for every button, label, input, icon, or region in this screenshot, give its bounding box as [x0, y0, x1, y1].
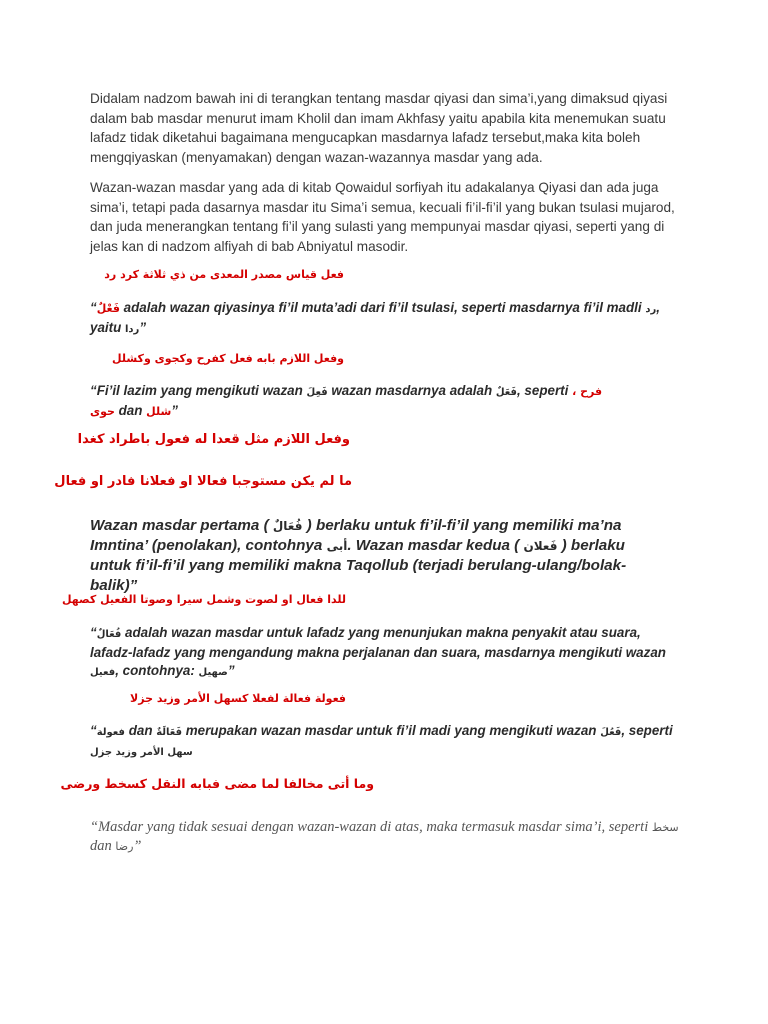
verse-2: وفعل اللازم بابه فعل كفرح وكجوى وكشلل	[112, 352, 344, 365]
verse-3: وفعل اللازم مثل قعدا له فعول باطراد كغدا	[77, 432, 350, 447]
verse-5: للدا فعال او لصوت وشمل سيرا وصوتا الفعيل كصهل	[61, 593, 346, 606]
verse-7: وما أتى مخالفا لما مضى فبابه النقل كسخط ورضى	[60, 776, 374, 791]
wazan-paragraph: Wazan-wazan masdar yang ada di kitab Qowaidul sorfiyah itu adakalanya Qiyasi dan ada juga sima’i, tetapi pada dasarnya masdar itu Sima’i semua, kecuali fi’il-fi’il yang bukan tsulasi mujarod, dan juda menerangkan tentang fi’il yang sulasti yang mempunyai masdar qiyasi, seperti yang di jelas kan di nadzom alfiyah di bab Abniyatul masodir.	[90, 180, 675, 254]
explanation-4: “فُعَالٌ adalah wazan masdar untuk lafadz yang menunjukan makna penyakit atau suara, lafadz-lafadz yang mengandung makna perjalanan dan suara, masdarnya mengikuti wazan فعيل, contohnya: صهيل”	[90, 625, 666, 678]
verse-4: ما لم يكن مستوجبا فعالا او فعلانا فادر او فعال	[54, 474, 352, 489]
verse-6: فعولة فعالة لفعلا كسهل الأمر وزيد جزلا	[130, 692, 346, 705]
intro-paragraph: Didalam nadzom bawah ini di terangkan tentang masdar qiyasi dan sima’i,yang dimaksud qiyasi dalam bab masdar menurut imam Kholil dan imam Akhfasy yaitu apabila kita menemukan suatu lafadz tidak diketahui bagaimana mengucapkan masdarnya lafadz tersebut,maka kita boleh mengqiyaskan (menyamakan) dengan wazan-wazannya masdar yang ada.	[90, 91, 668, 165]
verse-1: فعل قياس مصدر المعدى من ذي ثلاثة كرد رد	[104, 268, 344, 281]
explanation-1: “فَعْلٌ adalah wazan qiyasinya fi’il muta’adi dari fi’il tsulasi, seperti masdarnya fi’il madli رد, yaitu ردا”	[90, 300, 660, 335]
explanation-2: “Fi’il lazim yang mengikuti wazan فَعِلَ wazan masdarnya adalah فَعَلٌ, seperti فرح ، حوى dan شلل”	[90, 383, 603, 418]
explanation-3: Wazan masdar pertama ( فُعَالٌ ) berlaku untuk fi’il-fi’il yang memiliki ma’na Imntina’ (penolakan), contohnya أبى. Wazan masdar kedua ( فَعلان ) berlaku untuk fi’il-fi’il yang memiliki makna Taqollub (terjadi berulang-ulang/bolak-balik)”	[90, 517, 627, 594]
explanation-5: “فعولة dan فَعَالَةٌ merupakan wazan masdar untuk fi’il madi yang mengikuti wazan فَعُلَ, seperti سهل الأمر وزيد جزل	[90, 723, 673, 758]
closing-quote: “Masdar yang tidak sesuai dengan wazan-wazan di atas, maka termasuk masdar sima’i, seperti سخط dan رضا”	[90, 819, 679, 854]
